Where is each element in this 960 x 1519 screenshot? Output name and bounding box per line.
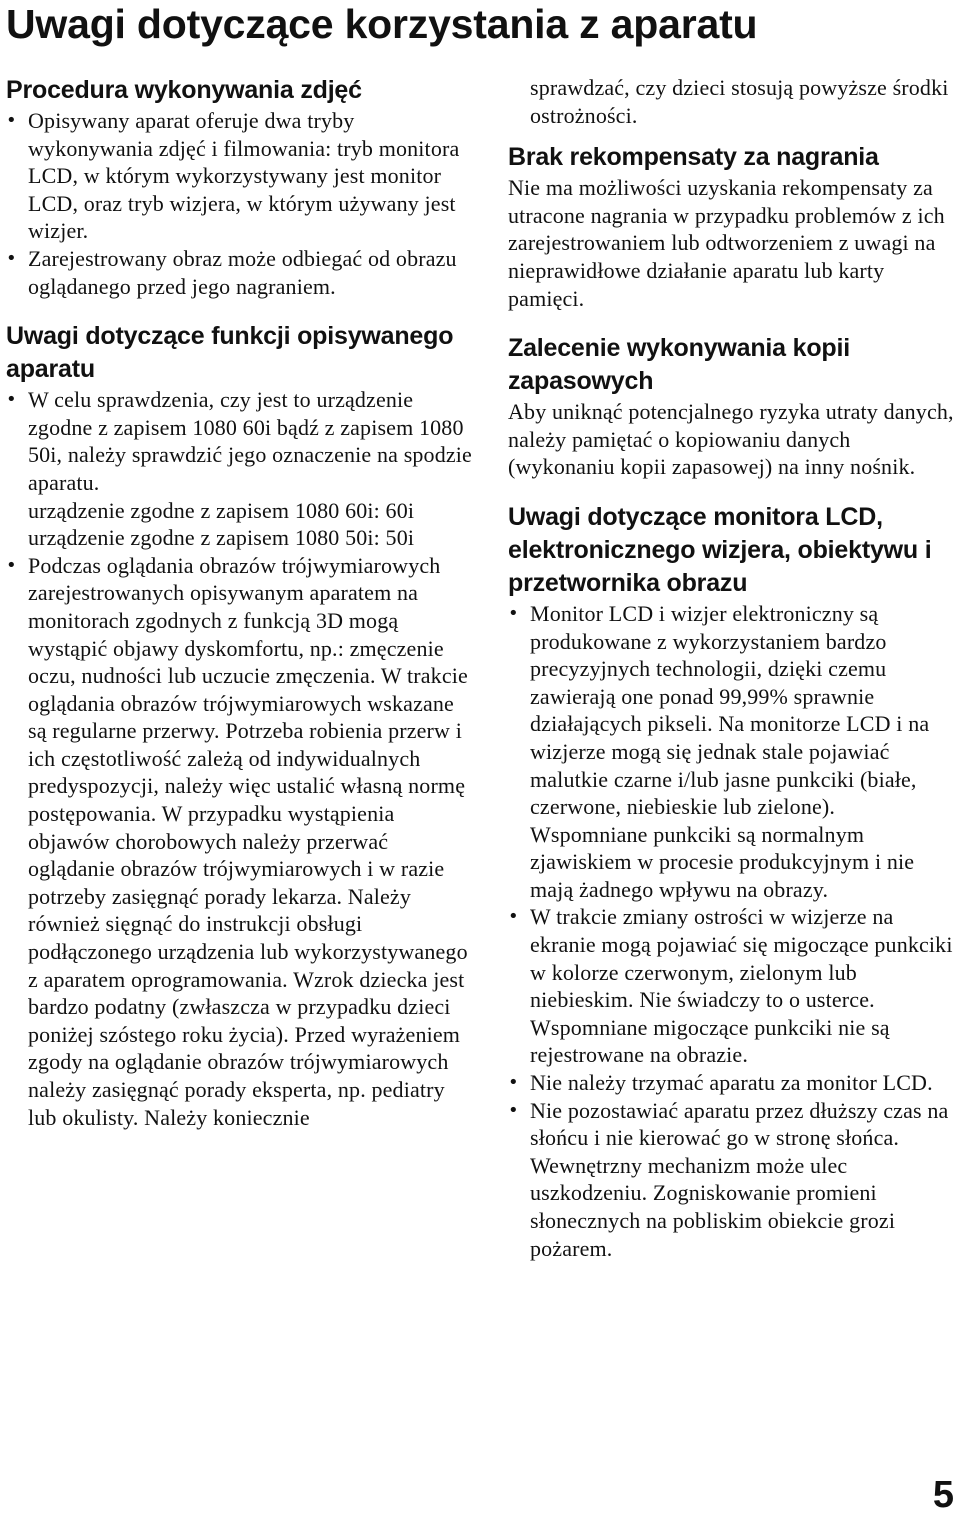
section-heading-procedure: Procedura wykonywania zdjęć [6, 76, 362, 104]
list-item: • Nie należy trzymać aparatu za monitor LCD. [508, 1069, 954, 1097]
left-column [6, 74, 474, 1151]
section-heading-no-compensation: Brak rekompensaty za nagrania [508, 143, 879, 172]
functions-list-continued [6, 552, 474, 1131]
list-item: • Podczas oglądania obrazów trójwymiarowych zarejestrowanych opisywanym aparatem na monitorach zgodnych z funkcją 3D mogą wystąpić objawy dyskomfortu, np.: zmęczenie oczu, nudności lub uczucie zmęczenia. W trakcie oglądania obrazów trójwymiarowych wskazane są regularne przerwy. Potrzeba robienia przerw i ich częstotliwość zależą od indywidualnych predyspozycji, należy więc ustalić własną normę postępowania. W przypadku wystąpienia objawów chorobowych należy przerwać oglądanie obrazów trójwymiarowych i w razie potrzeby zasięgnąć porady lekarza. Należy również sięgnąć do instrukcji obsługi podłączonego urządzenia lub wykorzystywanego z aparatem oprogramowania. Wzrok dziecka jest bardzo podatny (zwłaszcza w przypadku dzieci poniżej szóstego roku życia). Przed wyrażeniem zgody na oglądanie obrazów trójwymiarowych należy zasięgnąć porady eksperta, np. pediatry lub okulisty. Należy koniecznie [6, 552, 474, 1131]
page-title: Uwagi dotyczące korzystania z aparatu [6, 1, 758, 47]
page-number: 5 [932, 1474, 954, 1516]
list-item [6, 386, 474, 496]
functions-list [6, 386, 474, 496]
list-item: • Opisywany aparat oferuje dwa tryby wykonywania zdjęć i filmowania: tryb monitora LCD, w którym wykorzystywany jest monitor LCD, oraz tryb wizjera, w którym używany jest wizjer. [6, 107, 474, 245]
section-functions [6, 320, 474, 1131]
section-heading-backup: Zalecenie wykonywania kopii zapasowych [508, 334, 850, 396]
lcd-list [508, 600, 954, 1262]
list-item: • W trakcie zmiany ostrości w wizjerze na ekranie mogą pojawiać się migoczące punkciki w kolorze czerwonym, zielonym lub niebieskim. Nie świadczy to o usterce. Wspomniane migoczące punkciki nie są rejestrowane na obrazie. [508, 903, 954, 1069]
model-note-60i: urządzenie zgodne z zapisem 1080 60i: 60i [28, 497, 415, 523]
list-item: • Zarejestrowany obraz może odbiegać od obrazu oglądanego przed jego nagraniem. [6, 245, 474, 300]
list-item-text: W celu sprawdzenia, czy jest to urządzenie zgodne z zapisem 1080 60i bądź z zapisem 1080 50i, należy sprawdzić jego oznaczenie na spodzie aparatu. [28, 387, 472, 495]
section-heading-lcd: Uwagi dotyczące monitora LCD, elektronicznego wizjera, obiektywu i przetwornika obrazu [508, 502, 932, 597]
section-body-no-compensation: Nie ma możliwości uzyskania rekompensaty za utracone nagrania w przypadku problemów z ich zarejestrowaniem lub odtworzeniem z uwagi na nieprawidłowe działanie aparatu lub karty pamięci. [508, 175, 945, 311]
list-item: • Nie pozostawiać aparatu przez dłuższy czas na słońcu i nie kierować go w stronę słońca. Wewnętrzny mechanizm może ulec uszkodzeniu. Zogniskowanie promieni słonecznych na pobliskim obiekcie grozi pożarem. [508, 1097, 954, 1263]
procedure-list [6, 107, 474, 300]
section-no-compensation [508, 141, 954, 312]
section-procedure [6, 74, 474, 300]
section-backup [508, 332, 954, 481]
right-column [508, 74, 954, 1282]
continued-text: sprawdzać, czy dzieci stosują powyższe środki ostrożności. [530, 75, 949, 128]
model-note-50i: urządzenie zgodne z zapisem 1080 50i: 50i [28, 525, 415, 551]
list-item: • Monitor LCD i wizjer elektroniczny są produkowane z wykorzystaniem bardzo precyzyjnych technologii, dzięki czemu zawierają one ponad 99,99% sprawnie działających pikseli. Na monitorze LCD i na wizjerze mogą się jednak stale pojawiać malutkie czarne i/lub jasne punkciki (białe, czerwone, niebieskie lub zielone). Wspomniane punkciki są normalnym zjawiskiem w procesie produkcyjnym i nie mają żadnego wpływu na obrazy. [508, 600, 954, 904]
section-lcd [508, 501, 954, 1262]
section-body-backup: Aby uniknąć potencjalnego ryzyka utraty danych, należy pamiętać o kopiowaniu danych (wykonaniu kopii zapasowej) na inny nośnik. [508, 399, 954, 480]
section-heading-functions: Uwagi dotyczące funkcji opisywanego aparatu [6, 322, 454, 384]
